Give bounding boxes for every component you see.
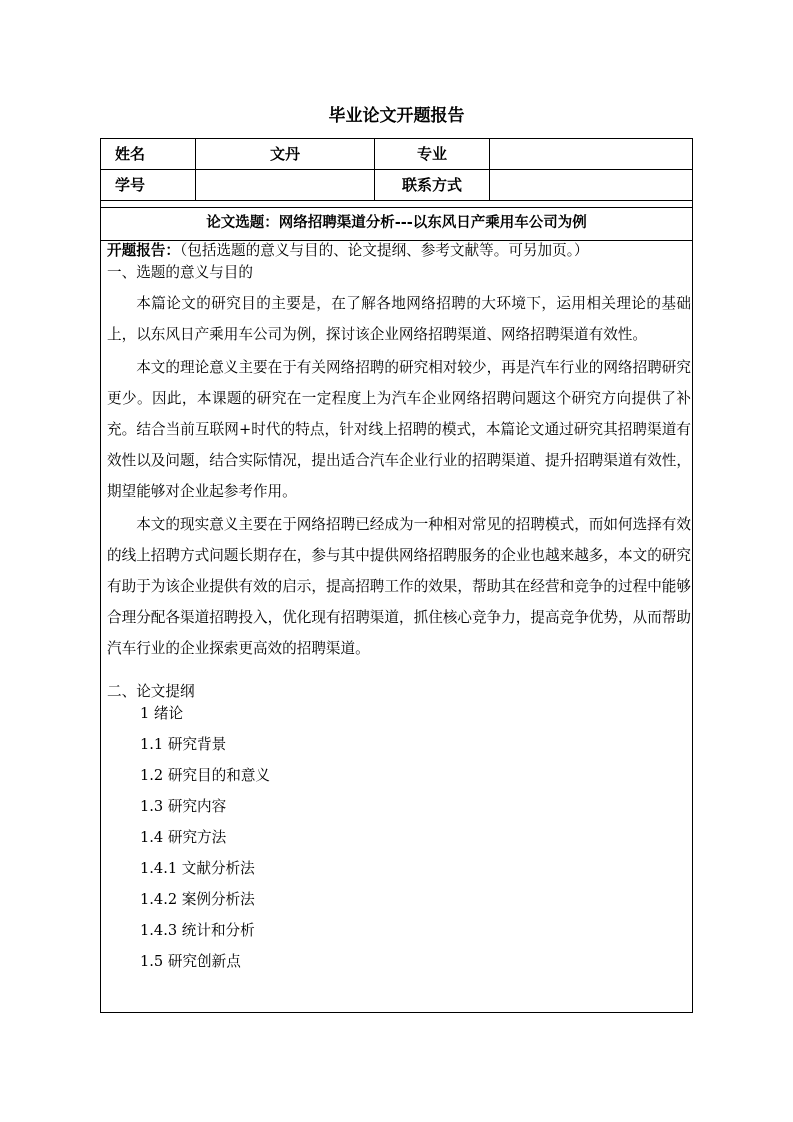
report-header: [107, 240, 691, 262]
outline-item: 1.1 研究背景: [140, 736, 227, 753]
report-label: 开题报告：: [107, 242, 180, 259]
paragraph: 本文的现实意义主要在于网络招聘已经成为一种相对常见的招聘模式，而如何选择有效的线上招聘方式问题长期存在，参与其中提供网络招聘服务的企业也越来越多，本文的研究有助于为该企业提供有效的启示，提高招聘工作的效果，帮助其在经营和竞争的过程中能够合理分配各渠道招聘投入，优化现有招聘渠道，抓住核心竞争力，提高竞争优势，从而帮助汽车行业的企业探索更高效的招聘渠道。: [107, 516, 691, 657]
contact-label: 联系方式: [401, 176, 462, 194]
page-title: 毕业论文开题报告: [328, 106, 465, 126]
student-id-label: 学号: [115, 176, 146, 194]
outline-item: 1.5 研究创新点: [140, 953, 241, 970]
outline-item: 1.4.3 统计和分析: [140, 922, 255, 939]
outline-list: [107, 703, 691, 977]
paragraph: 本文的理论意义主要在于有关网络招聘的研究相对较少，再是汽车行业的网络招聘研究更少。因此，本课题的研究在一定程度上为汽车企业网络招聘问题这个研究方向提供了补充。结合当前互联网+时代的特点，针对线上招聘的模式，本篇论文通过研究其招聘渠道有效性以及问题，结合实际情况，提出适合汽车企业行业的招聘渠道、提升招聘渠道有效性，期望能够对企业起参考作用。: [107, 359, 691, 500]
name-value: 文丹: [269, 145, 300, 163]
table-column-divider: [489, 139, 490, 200]
table-row-divider: [101, 200, 692, 201]
name-label: 姓名: [115, 145, 146, 163]
outline-item: 1.4.2 案例分析法: [140, 891, 255, 908]
report-body: [107, 240, 691, 977]
outline-item: 1.2 研究目的和意义: [140, 767, 271, 784]
paragraph: 本篇论文的研究目的主要是，在了解各地网络招聘的大环境下，运用相关理论的基础上，以东风日产乘用车公司为例，探讨该企业网络招聘渠道、网络招聘渠道有效性。: [107, 295, 691, 343]
outline-item: 1.3 研究内容: [140, 798, 227, 815]
outline-item: 1.4.1 文献分析法: [140, 860, 255, 877]
section-heading: 一、选题的意义与目的: [107, 264, 253, 281]
section-heading: 二、论文提纲: [107, 683, 195, 700]
thesis-topic: 论文选题：网络招聘渠道分析---以东风日产乘用车公司为例: [206, 215, 587, 231]
major-label: 专业: [416, 145, 447, 163]
report-note: （包括选题的意义与目的、论文提纲、参考文献等。可另加页。）: [179, 242, 589, 259]
outline-item: 1 绪论: [140, 705, 184, 722]
outline-item: 1.4 研究方法: [140, 829, 227, 846]
proposal-form-table: [100, 138, 693, 1013]
